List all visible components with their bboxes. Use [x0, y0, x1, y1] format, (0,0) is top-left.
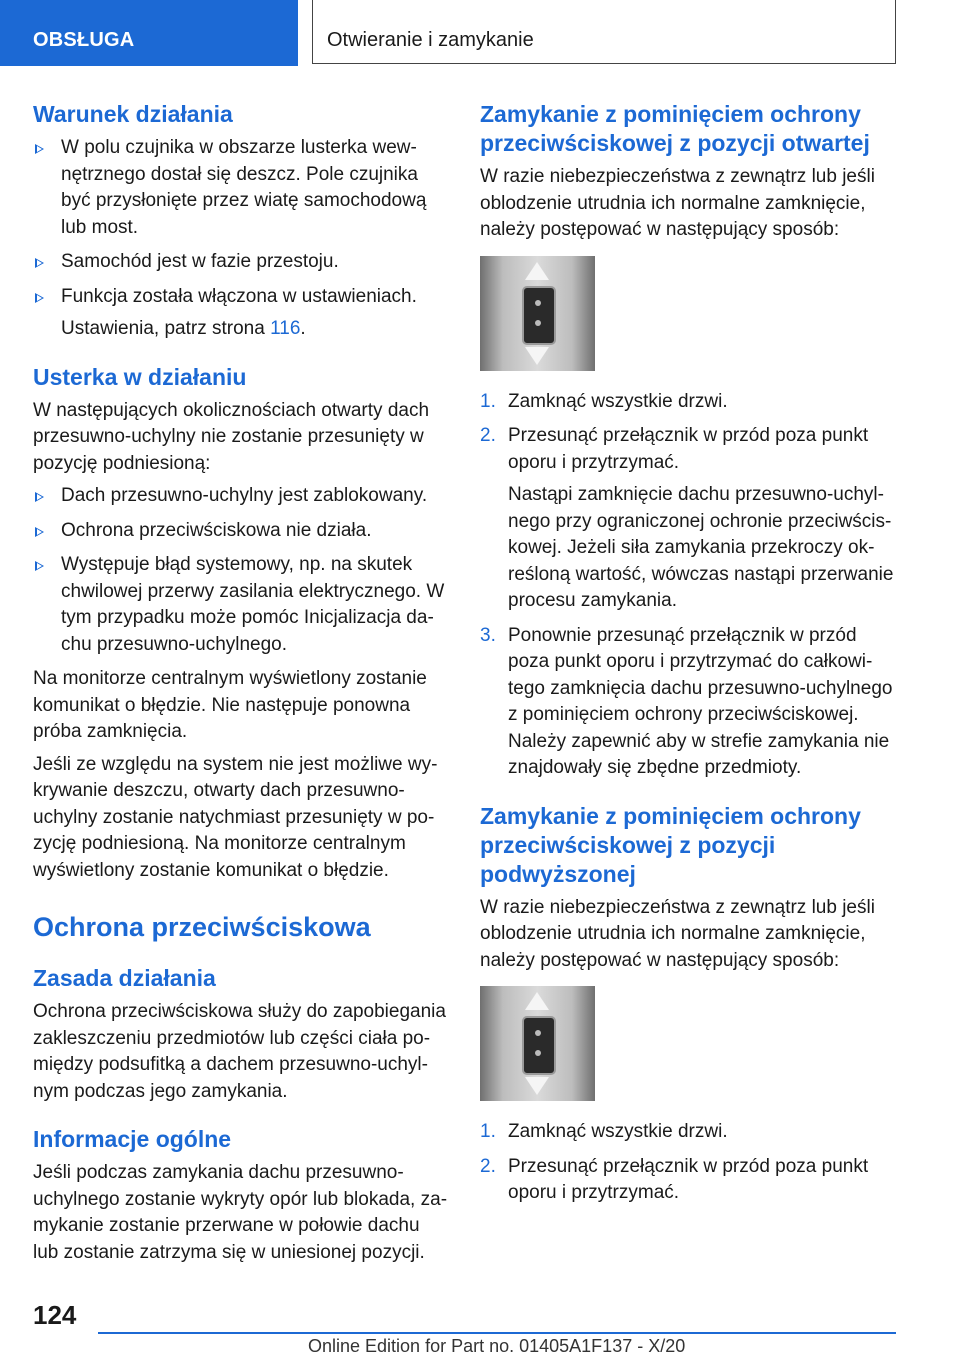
left-column — [33, 100, 448, 1272]
list-item: 2. Przesunąć przełącznik w przód poza punkt oporu i przytrzymać. — [480, 1155, 869, 1203]
triangle-bullet-icon — [35, 258, 44, 268]
usterka-list — [33, 483, 448, 658]
list-item: Występuje błąd systemowy, np. na skutek chwilowej przerwy zasilania elektrycznego. W tym przypadku może pomóc Inicjalizacja dachu przesuwno-uchylnego. — [33, 552, 448, 658]
footer-divider — [98, 1332, 896, 1334]
roof-switch-icon — [522, 1016, 556, 1075]
heading-ochrona: Ochrona przeciwściskowa — [33, 912, 371, 942]
usterka-paragraph-2: Jeśli ze względu na system nie jest możliwe wykrywanie deszczu, otwarty dach przesuwno-uchylny zostanie natychmiast przesunięty w pozycję podniesioną. Na monitorze centralnym wyświetlony zostanie komunikat o błędzie. — [33, 753, 438, 881]
heading-usterka: Usterka w działaniu — [33, 363, 247, 390]
list-item: 3. Ponownie przesunąć przełącznik w przód poza punkt oporu i przytrzymać do całkowitego zamknięcia dachu przesuwno-uchylnego z pominięciem ochrony przeciwściskowej. Należy zapewnić aby w strefie zamykania nie znajdowały się zbędne przedmioty. — [480, 624, 893, 778]
warunek-list — [33, 135, 448, 310]
arrow-up-icon — [525, 992, 549, 1010]
intro-otwartej: W razie niebezpieczeństwa z zewnątrz lub jeśli oblodzenie utrudnia ich normalne zamknięcie, należy postępować w następujący sposób: — [480, 166, 875, 240]
heading-otwartej: Zamykanie z pominięciem ochrony przeciwściskowej z pozycji otwartej — [480, 101, 870, 156]
steps-podwyzszonej — [480, 1119, 895, 1207]
edition-note: Online Edition for Part no. 01405A1F137 - X/20 — [308, 1336, 686, 1356]
section-tab: OBSŁUGA — [0, 0, 298, 66]
heading-podwyzszonej: Zamykanie z pominięciem ochrony przeciwściskowej z pozycji podwyższonej — [480, 802, 861, 887]
steps-otwartej — [480, 389, 895, 782]
page-number: 124 — [33, 1300, 77, 1330]
heading-informacje: Informacje ogólne — [33, 1126, 232, 1152]
triangle-bullet-icon — [35, 293, 44, 303]
usterka-paragraph-1: Na monitorze centralnym wyświetlony zostanie komunikat o błędzie. Nie następuje ponowna próba zamknięcia. — [33, 668, 427, 742]
list-item: 1. Zamknąć wszystkie drzwi. — [480, 390, 728, 412]
triangle-bullet-icon — [35, 144, 44, 154]
usterka-intro: W następujących okolicznościach otwarty dach przesuwno-uchylny nie zostanie przesunięty w pozycję podniesioną: — [33, 399, 430, 474]
triangle-bullet-icon — [35, 492, 44, 502]
triangle-bullet-icon — [35, 527, 44, 537]
right-column — [480, 100, 895, 1215]
heading-warunek: Warunek działania — [33, 101, 233, 127]
arrow-down-icon — [525, 347, 549, 365]
list-item: Samochód jest w fazie przestoju. — [33, 249, 448, 276]
heading-zasada: Zasada działania — [33, 965, 216, 991]
list-item: Funkcja została włączona w ustawieniach. — [33, 284, 448, 311]
arrow-up-icon — [525, 262, 549, 280]
chapter-title: Otwieranie i zamykanie — [312, 0, 896, 64]
roof-switch-image — [480, 986, 595, 1101]
triangle-bullet-icon — [35, 561, 44, 571]
roof-switch-image — [480, 256, 595, 371]
settings-reference: Ustawienia, patrz strona 116. — [61, 318, 306, 339]
zasada-paragraph: Ochrona przeciwściskowa służy do zapobiegania zakleszczeniu przedmiotów lub części ciała pomiędzy podsufitką a dachem przesuwno-uchylnym podczas jego zamykania. — [33, 1001, 446, 1102]
intro-podwyzszonej: W razie niebezpieczeństwa z zewnątrz lub jeśli oblodzenie utrudnia ich normalne zamknięcie, należy postępować w następujący sposób: — [480, 896, 875, 971]
list-item: W polu czujnika w obszarze lusterka wewnętrznego dostał się deszcz. Pole czujnika być przysłonięte przez wiatę samochodową lub most. — [33, 135, 448, 241]
page-header — [0, 0, 960, 66]
informacje-paragraph: Jeśli podczas zamykania dachu przesuwno-uchylnego zostanie wykryty opór lub blokada, zamykanie zostanie przerwane w połowie dachu lub zostanie zatrzyma się w uniesionej pozycji. — [33, 1162, 448, 1263]
list-item: Dach przesuwno-uchylny jest zablokowany. — [33, 483, 448, 510]
list-item: Ochrona przeciwściskowa nie działa. — [33, 518, 448, 545]
arrow-down-icon — [525, 1077, 549, 1095]
roof-switch-icon — [522, 286, 556, 345]
list-item: 1. Zamknąć wszystkie drzwi. — [480, 1121, 728, 1142]
list-item: 2. Przesunąć przełącznik w przód poza punkt oporu i przytrzymać. Nastąpi zamknięcie dachu przesuwno-uchylnego przy ograniczonej ochronie przeciwściskowej. Jeżeli siła zamykania przekroczy określoną wartość, wówczas nastąpi przerwanie procesu zamykania. — [480, 425, 894, 611]
page-link[interactable]: 116 — [270, 318, 301, 339]
